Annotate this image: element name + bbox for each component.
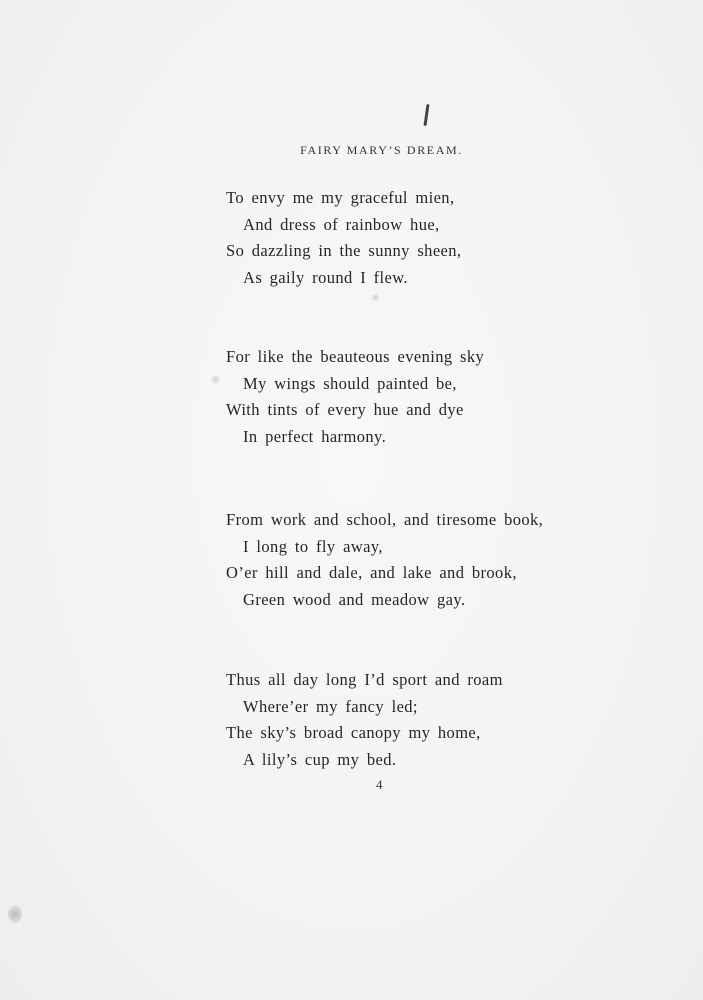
paper-speck xyxy=(372,294,379,301)
poem-line: Where’er my fancy led; xyxy=(243,696,418,716)
poem-line: As gaily round I flew. xyxy=(243,267,408,287)
stanza-1 xyxy=(226,185,461,291)
poem-line: I long to fly away, xyxy=(243,536,383,556)
paper-stain xyxy=(8,905,22,923)
poem-line: So dazzling in the sunny sheen, xyxy=(226,241,462,260)
poem-line: A lily’s cup my bed. xyxy=(243,749,397,769)
poem-line: Thus all day long I’d sport and roam xyxy=(226,670,503,689)
stanza-3 xyxy=(226,507,543,613)
poem-title: FAIRY MARY’S DREAM. xyxy=(300,143,463,157)
stanza-4 xyxy=(226,667,503,773)
poem-line: In perfect harmony. xyxy=(243,426,387,446)
poem-line: And dress of rainbow hue, xyxy=(243,214,440,234)
poem-line: O’er hill and dale, and lake and brook, xyxy=(226,563,517,582)
paper-speck xyxy=(211,375,220,384)
page-number: 4 xyxy=(376,777,383,792)
poem-line: For like the beauteous evening sky xyxy=(226,347,485,366)
poem-line: Green wood and meadow gay. xyxy=(243,589,466,609)
poem-line: From work and school, and tiresome book, xyxy=(226,510,544,529)
stanza-2 xyxy=(226,344,484,450)
poem-line: To envy me my graceful mien, xyxy=(226,188,455,207)
poem-line: The sky’s broad canopy my home, xyxy=(226,723,481,742)
ink-mark xyxy=(423,104,429,126)
poem-line: With tints of every hue and dye xyxy=(226,400,464,419)
poem-line: My wings should painted be, xyxy=(243,373,457,393)
